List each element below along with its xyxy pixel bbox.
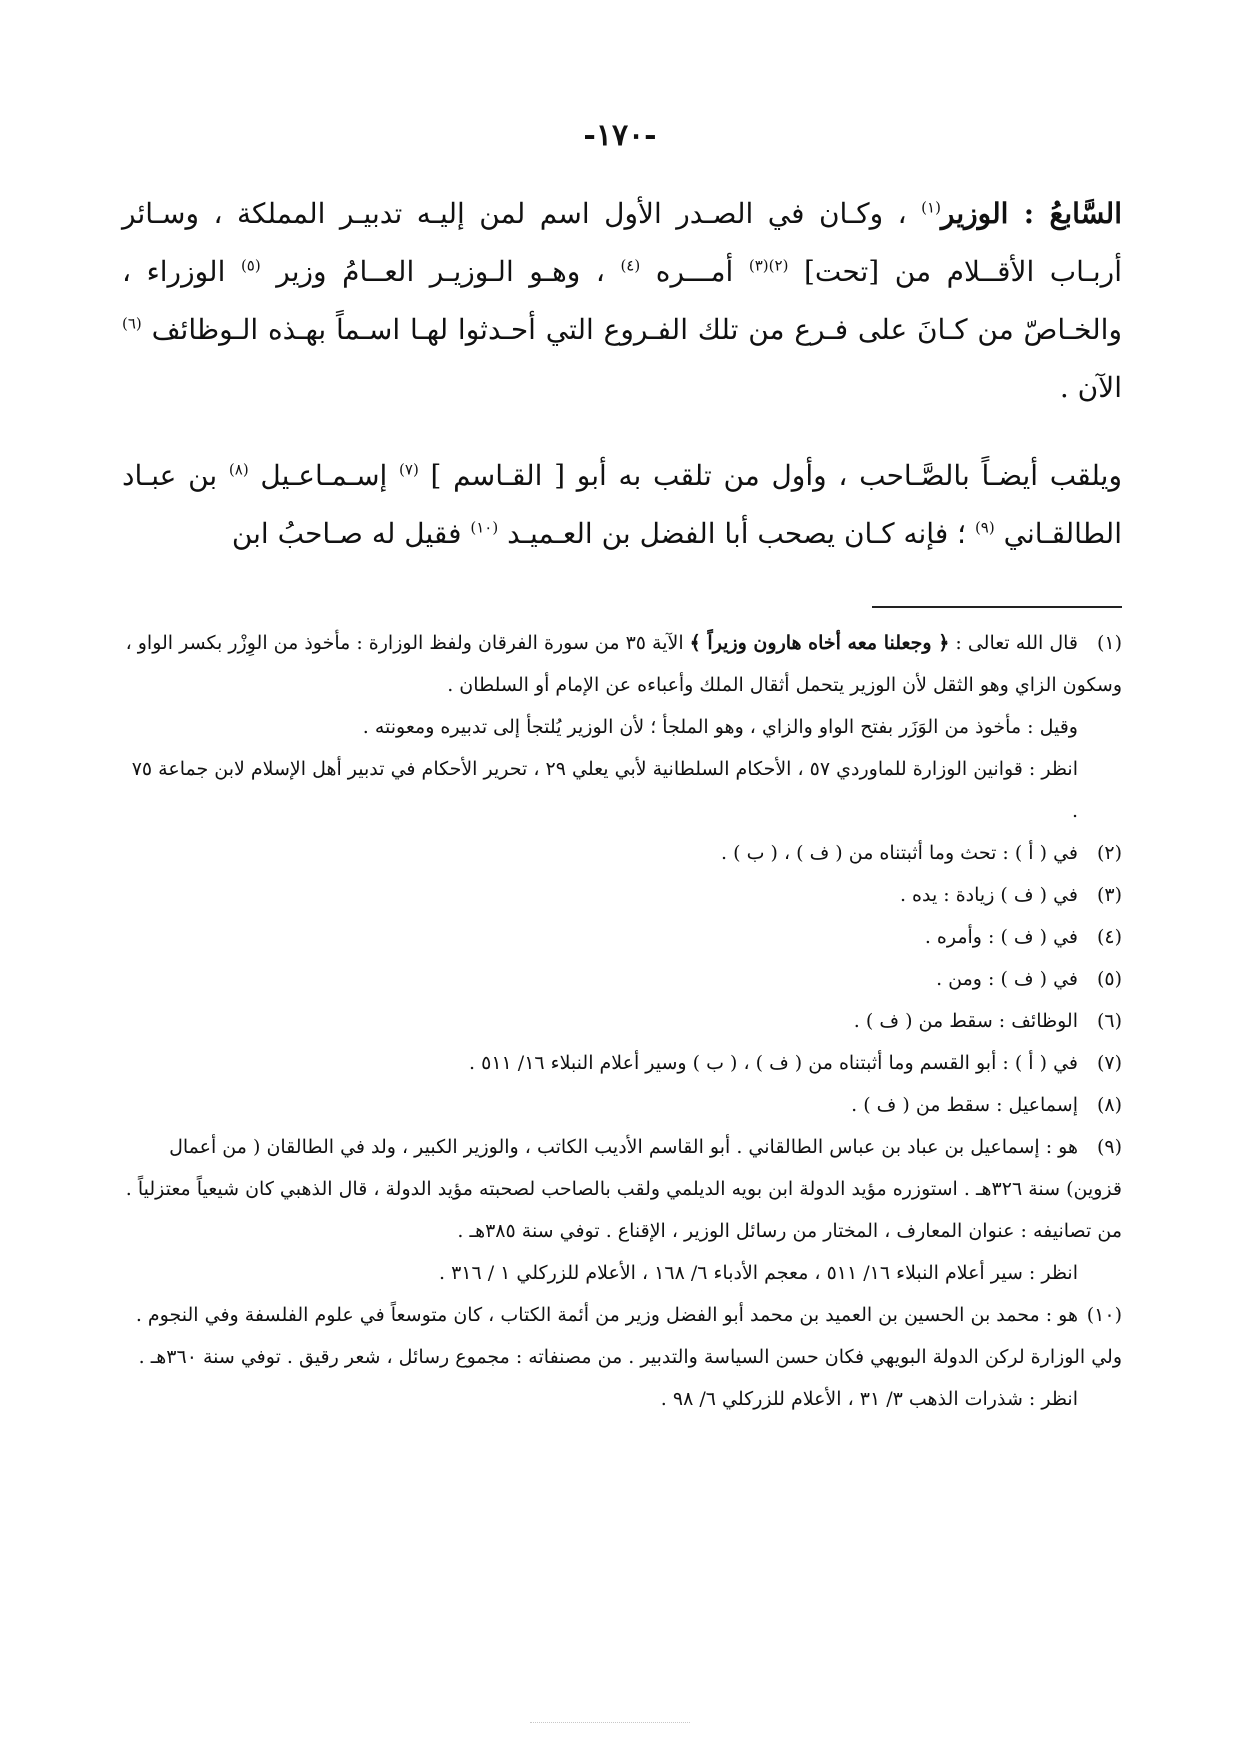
footnote-separator — [872, 606, 1122, 608]
footnote-number: (١) — [1096, 632, 1122, 654]
paragraph-sahib-title — [122, 447, 1122, 563]
footnote-text: قال الله تعالى : — [949, 632, 1078, 654]
text-run: الوزراء ، والخـاصّ من كـانَ على فـرع من تلك الفـروع التي أحـدثوا لهـا اسـماً بهـذه الـوظائف — [122, 255, 1122, 346]
footnote-number: (٣) — [1096, 884, 1122, 906]
footnote-text: في ( ف ) : وأمره . — [924, 926, 1078, 948]
footnote-text: الوظائف : سقط من ( ف ) . — [853, 1010, 1078, 1032]
footnote-ref-2: (٢) — [768, 256, 789, 275]
footnote-ref-6: (٦) — [122, 314, 142, 333]
text-run: إسـمـاعـيل — [248, 459, 400, 492]
footnote-number: (٧) — [1096, 1052, 1122, 1074]
footnote-1-references: انظر : قوانين الوزارة للماوردي ٥٧ ، الأحكام السلطانية لأبي يعلي ٢٩ ، تحرير الأحكام في تدبير أهل الإسلام لابن جماعة ٧٥ . — [131, 758, 1078, 822]
footnote-number: (٤) — [1096, 926, 1122, 948]
footnote-ref-9: (٩) — [974, 518, 995, 537]
footnote-ref-8: (٨) — [228, 460, 249, 479]
footnote-ref-3: (٣) — [748, 256, 769, 275]
footnote-2 — [122, 832, 1122, 874]
footnote-10-references: انظر : شذرات الذهب ٣/ ٣١ ، الأعلام للزركلي ٦/ ٩٨ . — [660, 1388, 1078, 1410]
footnote-6 — [122, 1000, 1122, 1042]
scan-artifact — [530, 1722, 690, 1723]
footnote-ref-4: (٤) — [620, 256, 641, 275]
text-run: ، وكـان في الصـدر الأول اسم لمن إليـه تدبيـر المملكة ، وسـائر أربـاب الأقــلام من [تحت] — [122, 197, 1122, 288]
footnote-10 — [122, 1294, 1122, 1378]
footnote-text: في ( أ ) : تحث وما أثبتناه من ( ف ) ، ( ب ) . — [721, 842, 1078, 864]
footnote-7 — [122, 1042, 1122, 1084]
text-run: أمـــره — [640, 255, 749, 288]
main-text — [122, 185, 1122, 563]
text-run: ، وهـو الـوزيـر العــامُ وزير — [260, 255, 621, 288]
paragraph-vizier-definition — [122, 185, 1122, 417]
text-run: الآن . — [1059, 371, 1122, 404]
footnote-9-references: انظر : سير أعلام النبلاء ١٦/ ٥١١ ، معجم الأدباء ٦/ ١٦٨ ، الأعلام للزركلي ١ / ٣١٦ . — [438, 1262, 1078, 1284]
footnotes — [122, 622, 1122, 1420]
footnote-text: في ( أ ) : أبو القسم وما أثبتناه من ( ف ) ، ( ب ) وسير أعلام النبلاء ١٦/ ٥١١ . — [469, 1052, 1078, 1074]
footnote-ref-1: (١) — [921, 198, 941, 217]
footnote-text: في ( ف ) : ومن . — [936, 968, 1078, 990]
footnote-ref-7: (٧) — [399, 460, 419, 479]
footnote-1 — [122, 622, 1122, 706]
footnote-text: هو : إسماعيل بن عباد بن عباس الطالقاني . أبو القاسم الأديب الكاتب ، والوزير الكبير ، ولد في الطالقان ( من أعمال قزوين) سنة ٣٢٦هـ . استوزره مؤيد الدولة ابن بويه الديلمي ولقب بالصاحب لصحبته مؤيد الدولة ، قال الذهبي كان شيعياً معتزلياً . من تصانيفه : عنوان المعارف ، المختار من رسائل الوزير ، الإقناع . توفي سنة ٣٨٥هـ . — [125, 1136, 1122, 1242]
footnote-number: (٨) — [1096, 1094, 1122, 1116]
footnote-number: (١٠) — [1086, 1304, 1122, 1326]
section-lead: السَّابعُ : الوزير — [940, 197, 1122, 230]
footnote-5 — [122, 958, 1122, 1000]
footnote-9 — [122, 1126, 1122, 1252]
footnote-4 — [122, 916, 1122, 958]
text-run: فقيل له صـاحبُ ابن — [231, 517, 471, 550]
footnote-text: الآية ٣٥ من سورة الفرقان ولفظ الوزارة : مأخوذ من الوِزْر بكسر الواو ، وسكون الزاي وهو الثقل لأن الوزير يتحمل أثقال الملك وأعباءه عن الإمام أو السلطان . — [125, 632, 1122, 696]
footnote-ref-10: (١٠) — [470, 518, 499, 537]
footnote-8 — [122, 1084, 1122, 1126]
text-run: ويلقب أيضـاً بالصَّـاحب ، وأول من تلقب به أبو [ القـاسم ] — [418, 459, 1122, 492]
text-run: بن عبـاد الطالقـاني — [122, 459, 1122, 550]
footnote-1-continuation: وقيل : مأخوذ من الوَزَر بفتح الواو والزاي ، وهو الملجأ ؛ لأن الوزير يُلتجأ إلى تدبيره ومعونته . — [362, 716, 1078, 738]
footnote-text: إسماعيل : سقط من ( ف ) . — [851, 1094, 1078, 1116]
footnote-ref-5: (٥) — [240, 256, 261, 275]
text-run: ؛ فإنه كـان يصحب أبا الفضل بن العـميـد — [498, 517, 975, 550]
footnote-text: في ( ف ) زيادة : يده . — [899, 884, 1078, 906]
footnote-number: (٢) — [1096, 842, 1122, 864]
footnote-3 — [122, 874, 1122, 916]
footnote-number: (٩) — [1096, 1136, 1122, 1158]
footnote-number: (٦) — [1096, 1010, 1122, 1032]
page-number: -١٧٠- — [583, 118, 657, 153]
quran-quote: ﴿ وجعلنا معه أخاه هارون وزيراً ﴾ — [689, 632, 950, 654]
footnote-text: هو : محمد بن الحسين بن العميد بن محمد أبو الفضل وزير من أئمة الكتاب ، كان متوسعاً في علوم الفلسفة وفي النجوم . ولي الوزارة لركن الدولة البويهي فكان حسن السياسة والتدبير . من مصنفاته : مجموع رسائل ، شعر رقيق . توفي سنة ٣٦٠هـ . — [135, 1304, 1122, 1368]
footnote-number: (٥) — [1096, 968, 1122, 990]
